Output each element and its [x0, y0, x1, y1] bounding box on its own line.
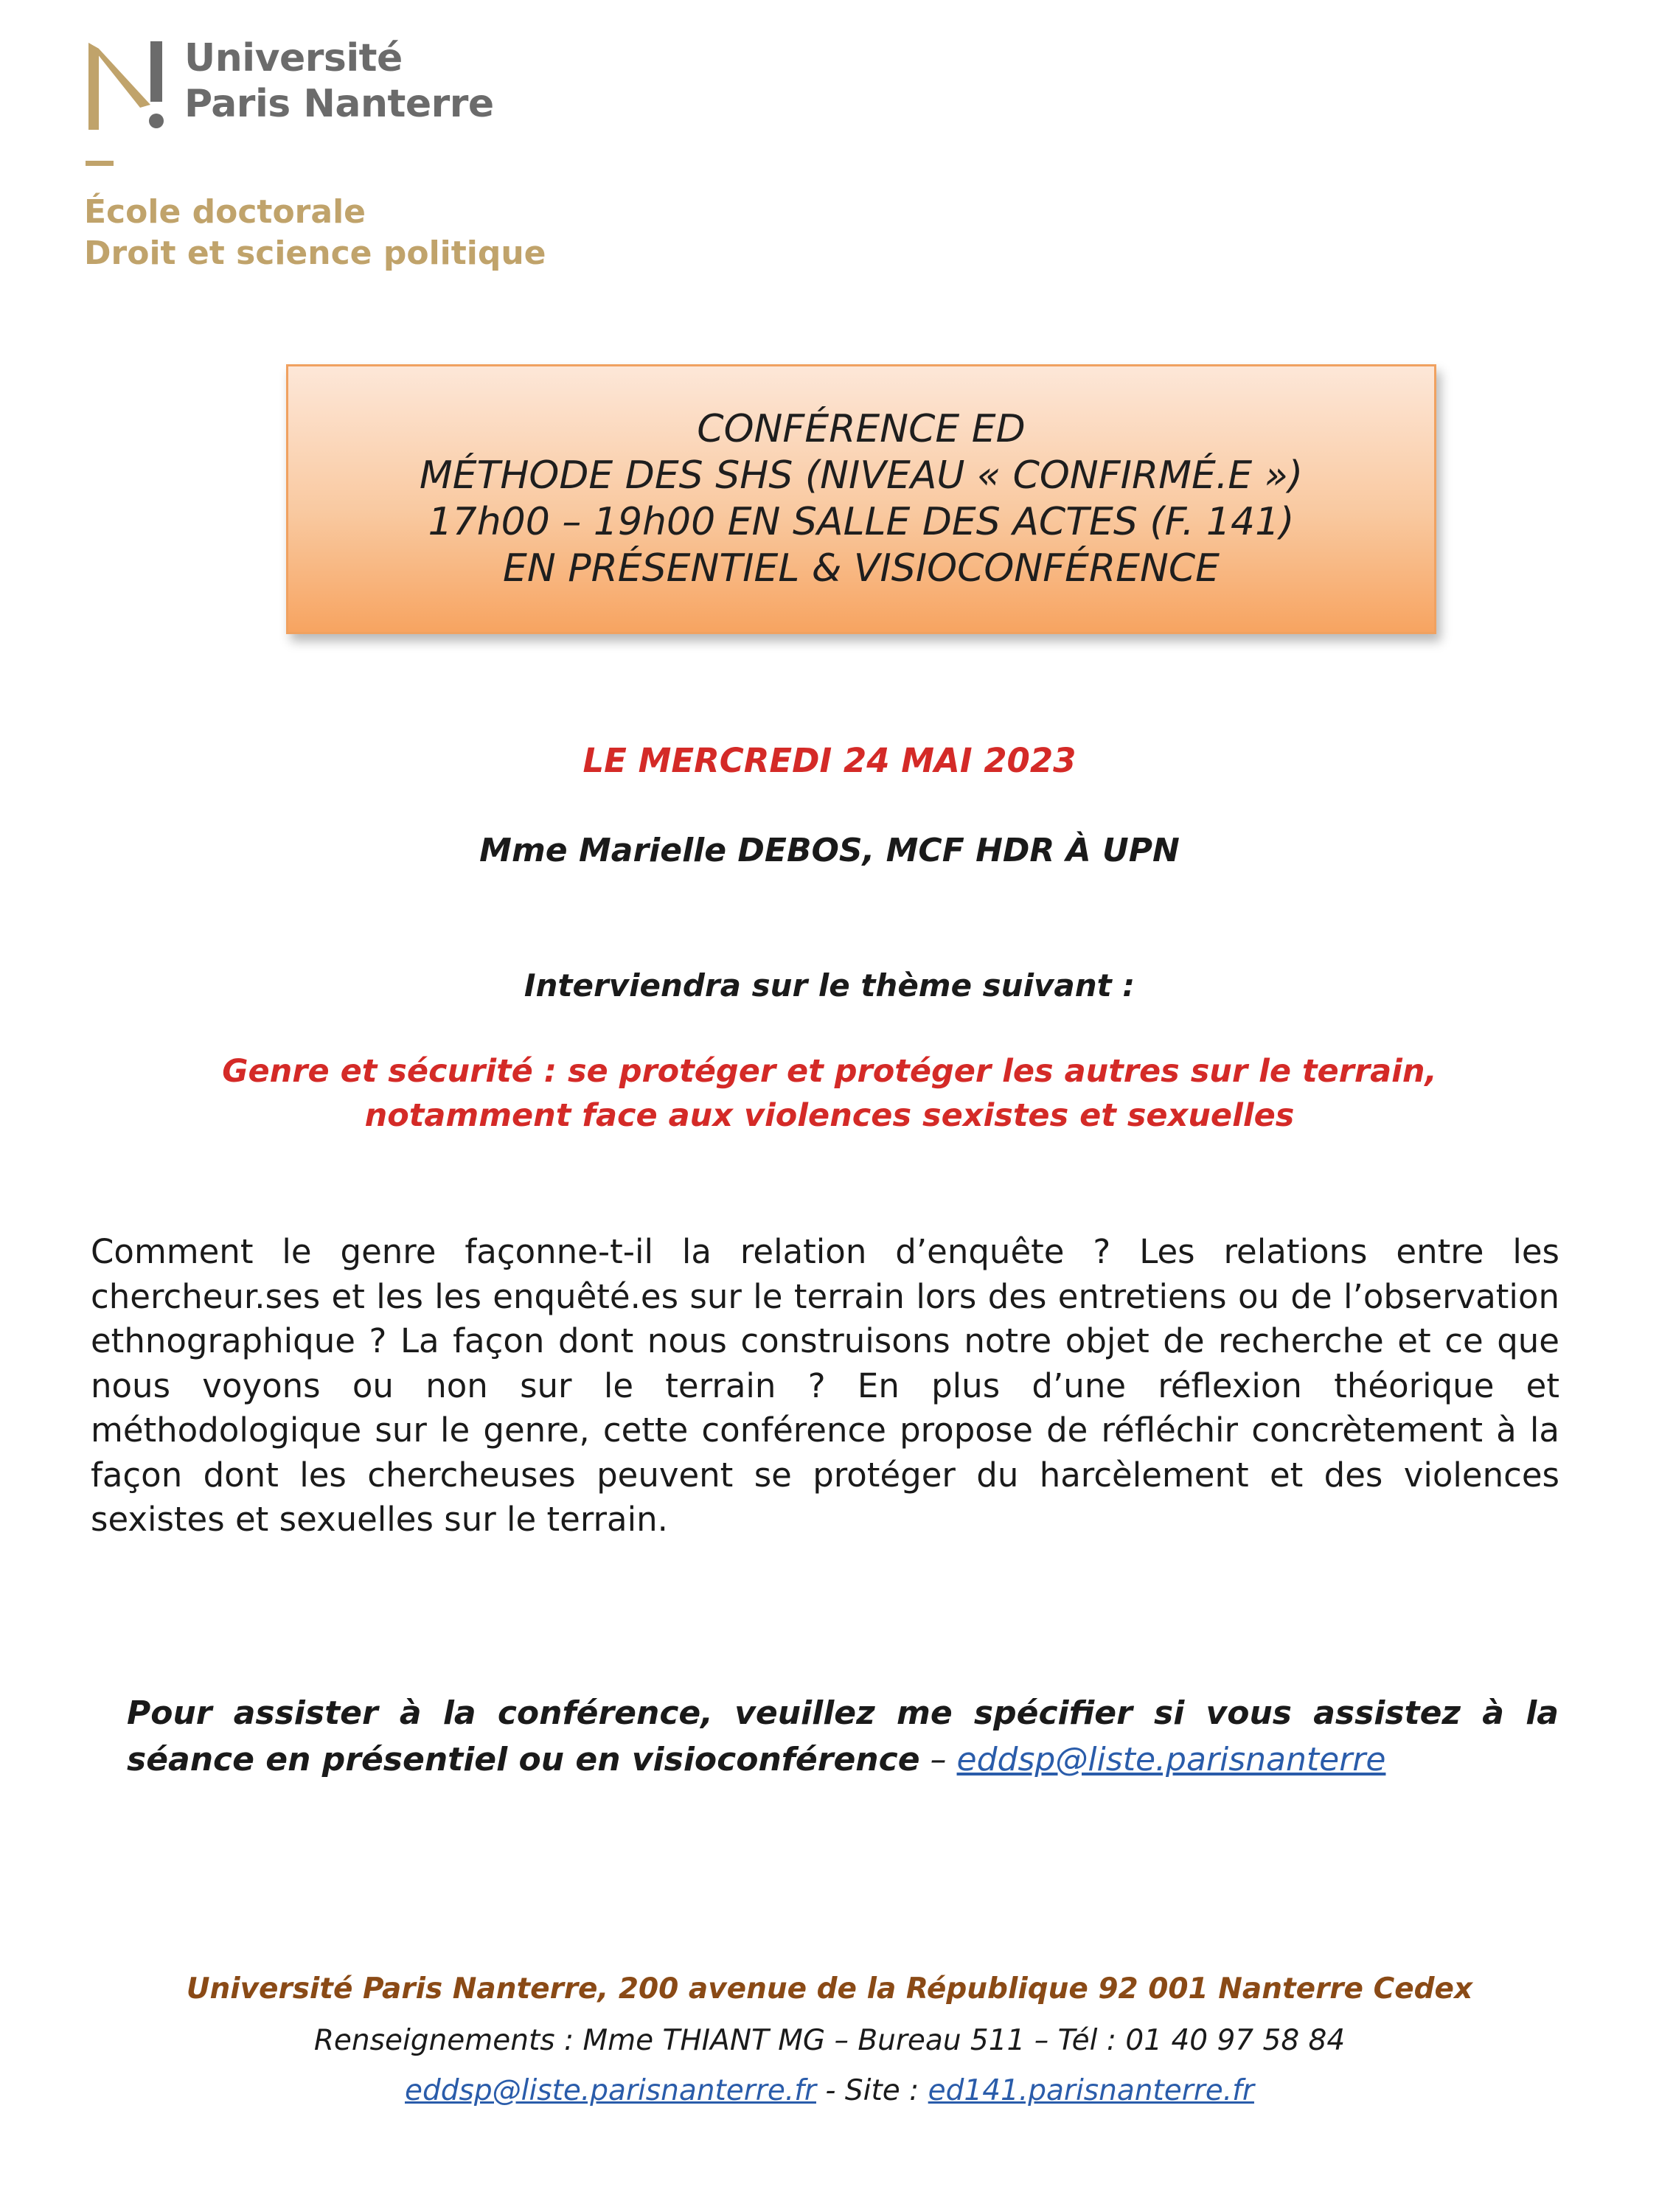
university-logo-icon	[83, 38, 178, 133]
footer-site-label: - Site :	[815, 2074, 928, 2107]
logo-text-paris-nanterre: Paris Nanterre	[184, 82, 494, 126]
conference-banner	[286, 364, 1436, 634]
theme-line-1: Genre et sécurité : se protéger et protéger les autres sur le terrain,	[222, 1053, 1437, 1090]
logo-text-universite: Université	[184, 36, 403, 80]
footer-email-link[interactable]: eddsp@liste.parisnanterre.fr	[405, 2074, 816, 2107]
banner-format: EN PRÉSENTIEL & VISIOCONFÉRENCE	[502, 546, 1220, 591]
footer-links	[0, 2074, 1659, 2107]
event-date: LE MERCREDI 24 MAI 2023	[582, 741, 1077, 780]
attendance-text: Pour assister à la conférence, veuillez me spécifier si vous assistez à la séance en présentiel ou en visioconférence	[127, 1694, 1559, 1778]
footer-contact: Renseignements : Mme THIANT MG – Bureau 511 – Tél : 01 40 97 58 84	[313, 2024, 1346, 2057]
attendance-note	[127, 1690, 1559, 1783]
attendance-email-link[interactable]: eddsp@liste.parisnanterre	[956, 1741, 1386, 1778]
banner-method: MÉTHODE DES SHS (NIVEAU « CONFIRMÉ.E »)	[419, 453, 1304, 498]
logo-divider	[86, 161, 114, 166]
banner-title: CONFÉRENCE ED	[697, 407, 1026, 451]
description-paragraph: Comment le genre façonne-t-il la relation d’enquête ? Les relations entre les chercheur.ses et les les enquêté.es sur le terrain lors des entretiens ou de l’observation ethnographique ? La façon dont nous construisons notre objet de recherche et ce que nous voyons ou non sur le terrain ? En plus d’une réflexion théorique et méthodologique sur le genre, cette conférence propose de réfléchir concrètement à la façon dont les chercheuses peuvent se protéger du harcèlement et des violences sexistes et sexuelles sur le terrain.	[91, 1232, 1559, 1539]
doctoral-school-title: École doctorale	[84, 193, 366, 231]
doctoral-school-subtitle: Droit et science politique	[84, 234, 546, 272]
speaker: Mme Marielle DEBOS, MCF HDR À UPN	[479, 832, 1180, 869]
footer-site-link[interactable]: ed141.parisnanterre.fr	[928, 2074, 1254, 2107]
footer-address: Université Paris Nanterre, 200 avenue de la République 92 001 Nanterre Cedex	[186, 1972, 1473, 2006]
theme-line-2: notamment face aux violences sexistes et sexuelles	[364, 1097, 1295, 1134]
banner-time-room: 17h00 – 19h00 EN SALLE DES ACTES (F. 141)	[428, 500, 1295, 544]
attendance-dash: –	[919, 1741, 957, 1778]
theme-intro: Interviendra sur le thème suivant :	[524, 967, 1135, 1004]
